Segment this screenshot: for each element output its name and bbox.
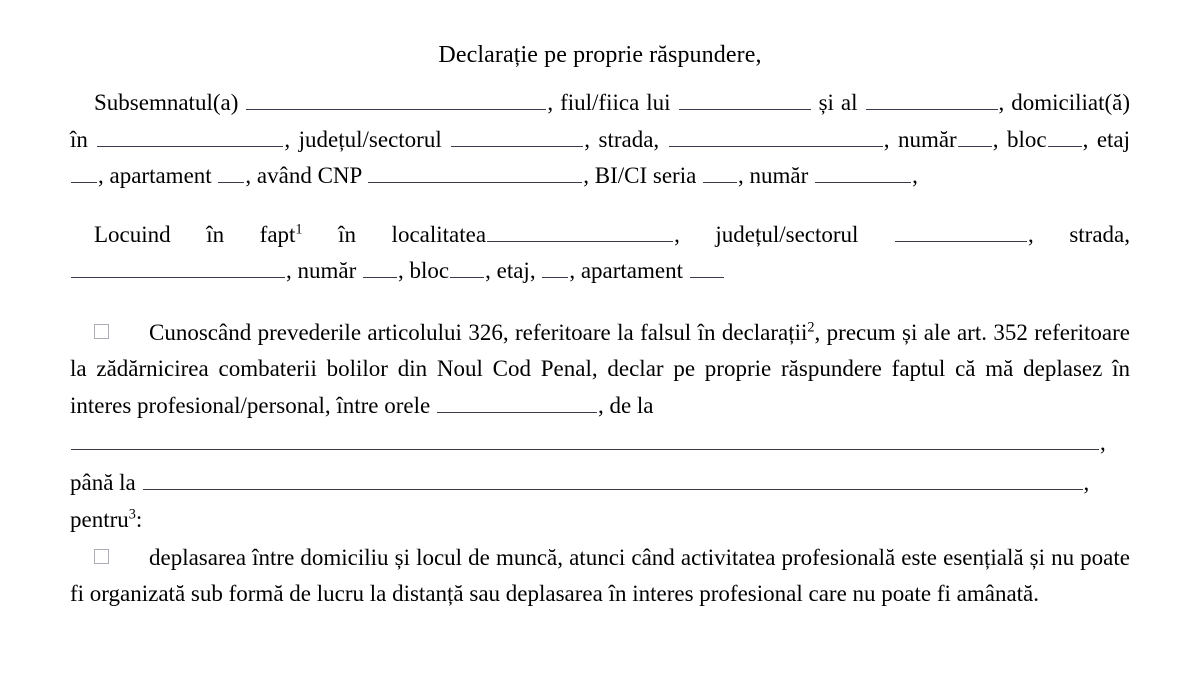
- input-bici-numar[interactable]: [815, 163, 911, 183]
- label-subsemnatul: Subsemnatul(a): [94, 90, 239, 115]
- label-numar: , număr: [883, 126, 957, 152]
- label-bici-numar: , număr: [738, 163, 809, 188]
- label-bloc-2: , bloc: [398, 258, 450, 283]
- label-deplasarea-munca: deplasarea între domiciliu și locul de muncă, atunci când activitatea profesională este esențială și nu poate fi organizată sub formă de lucru la distanță sau deplasarea în interes profesional care nu poate fi amânată.: [70, 544, 1130, 606]
- paragraph-cunoscand-prevederile: [70, 315, 1130, 425]
- input-localitate-domiciliu[interactable]: [97, 127, 283, 147]
- label-numar-2: , număr: [286, 258, 357, 283]
- input-apartament-faptic[interactable]: [690, 258, 724, 278]
- input-judet-sector-domiciliu[interactable]: [451, 127, 583, 147]
- input-intre-orele[interactable]: [437, 393, 597, 413]
- footnote-ref-1: 1: [295, 220, 303, 237]
- input-localitate-faptica[interactable]: [487, 222, 673, 242]
- input-etaj-faptic[interactable]: [542, 258, 568, 278]
- label-pana-la: până la: [70, 469, 136, 495]
- page-title: Declarație pe proprie răspundere,: [438, 42, 762, 68]
- label-pentru: pentru: [70, 507, 129, 532]
- label-apartament: , apartament: [98, 163, 212, 188]
- label-in-localitatea: în localitatea: [338, 221, 487, 247]
- label-si-al: și al: [818, 90, 858, 115]
- label-virgula-2: ,: [1100, 430, 1106, 455]
- input-judet-sector-faptic[interactable]: [895, 222, 1027, 242]
- paragraph-deplasarea-munca: [70, 540, 1130, 613]
- paragraph-pana-la: [70, 465, 1130, 502]
- input-bloc-domiciliu[interactable]: [1048, 127, 1082, 147]
- input-cnp[interactable]: [368, 163, 582, 183]
- label-avand-cnp: , având CNP: [245, 163, 362, 188]
- input-bloc-faptic[interactable]: [450, 258, 484, 278]
- input-apartament-domiciliu[interactable]: [218, 163, 244, 183]
- label-locuind-in-fapt: Locuind în fapt: [94, 221, 296, 247]
- label-judet-sector: , județul/sectorul: [284, 126, 442, 152]
- empty-checkbox-icon[interactable]: [94, 324, 109, 339]
- input-numar-faptic[interactable]: [363, 258, 397, 278]
- paragraph-locuind-in-fapt: [70, 217, 1130, 290]
- paragraph-de-la-rule: [70, 425, 1130, 462]
- paragraph-subsemnatul: [70, 85, 1130, 195]
- input-strada-domiciliu[interactable]: [669, 127, 883, 147]
- input-etaj-domiciliu[interactable]: [71, 163, 97, 183]
- input-nume-parinte-2[interactable]: [866, 90, 998, 110]
- label-cunoscand-prevederile: Cunoscând prevederile articolului 326, referitoare la falsul în declarații: [149, 319, 808, 345]
- label-etaj: , etaj: [1082, 126, 1131, 152]
- label-strada: , strada,: [584, 126, 660, 152]
- label-virgula-1: ,: [912, 163, 918, 188]
- input-de-la-adresa[interactable]: [71, 430, 1099, 450]
- empty-checkbox-icon[interactable]: [94, 549, 109, 564]
- footnote-ref-3: 3: [128, 506, 136, 523]
- input-pana-la-adresa[interactable]: [143, 470, 1083, 490]
- label-apartament-2: , apartament: [569, 258, 683, 283]
- label-domiciliat: , domiciliat(ă) în: [70, 90, 1131, 152]
- label-bici-seria: , BI/CI seria: [583, 163, 697, 188]
- input-nume-prenume[interactable]: [246, 90, 546, 110]
- footnote-ref-2: 2: [807, 318, 815, 335]
- input-numar-domiciliu[interactable]: [958, 127, 992, 147]
- label-bloc: , bloc: [992, 126, 1047, 152]
- label-strada-2: , strada,: [1028, 221, 1130, 247]
- input-strada-faptica[interactable]: [71, 258, 285, 278]
- label-etaj-2: , etaj,: [485, 258, 536, 283]
- label-doua-puncte: :: [135, 507, 143, 532]
- paragraph-pentru: [70, 502, 1130, 539]
- label-precum-si-ale-art: , precum și ale art. 352 referitoare la zădărnicirea combaterii bolilor din Noul Cod Penal, declar pe proprie răspundere faptul că mă deplasez în interes profesional/personal, între orele: [70, 319, 1131, 418]
- label-fiul-fiica: , fiul/fiica lui: [547, 90, 671, 115]
- label-judet-sector-2: , județul/sectorul: [674, 221, 859, 247]
- label-virgula-3: ,: [1083, 469, 1090, 495]
- label-de-la: , de la: [597, 392, 654, 418]
- input-nume-parinte-1[interactable]: [679, 90, 811, 110]
- input-bici-seria[interactable]: [703, 163, 737, 183]
